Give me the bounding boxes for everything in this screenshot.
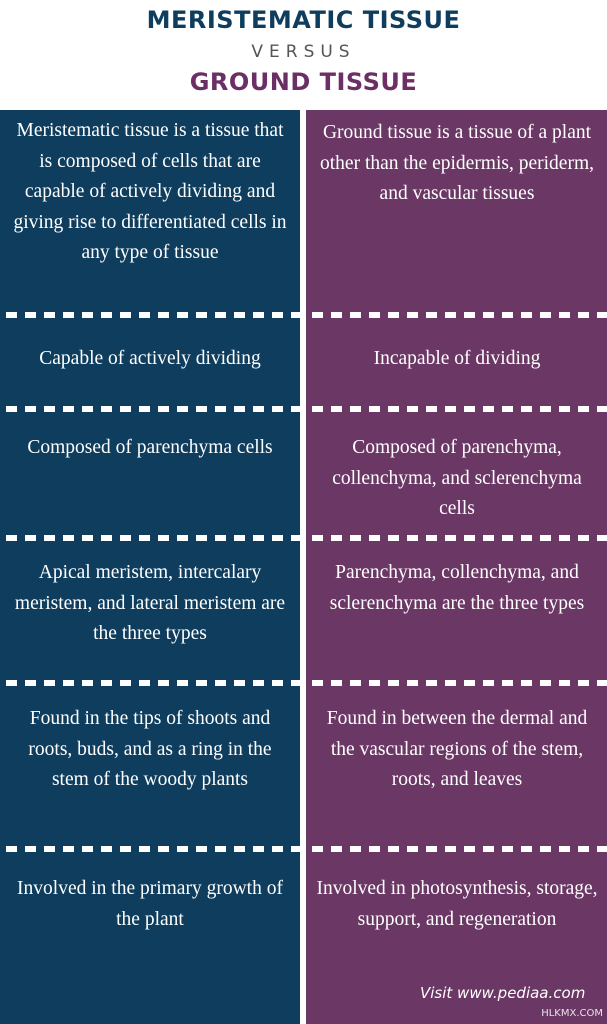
watermark: HLKMX.COM: [541, 1008, 603, 1019]
row-divider: [312, 680, 607, 686]
row-divider: [6, 312, 300, 318]
row-3-ground-cell: Composed of parenchyma, collenchyma, and sclerenchyma cells: [332, 437, 582, 519]
row-6-ground-cell: Involved in photosynthesis, storage, support, and regeneration: [316, 878, 598, 930]
header: [0, 0, 607, 110]
row-divider: [6, 535, 300, 541]
row-4-meristematic-cell: Apical meristem, intercalary meristem, and lateral meristem are the three types: [14, 562, 286, 644]
row-2-ground-cell: Incapable of dividing: [373, 348, 541, 369]
row-divider: [6, 406, 300, 412]
source-credit-link[interactable]: Visit www.pediaa.com: [420, 984, 586, 1002]
row-5-ground-cell: Found in between the dermal and the vascular regions of the stem, roots, and leaves: [326, 708, 588, 790]
row-divider: [312, 535, 607, 541]
row-divider: [312, 312, 607, 318]
row-divider: [312, 406, 607, 412]
row-3-meristematic-cell: Composed of parenchyma cells: [27, 437, 273, 458]
row-divider: [6, 846, 300, 852]
row-6-meristematic-cell: Involved in the primary growth of the plant: [17, 878, 283, 930]
title-versus: VERSUS: [251, 42, 356, 62]
row-divider: [6, 680, 300, 686]
row-1-meristematic-cell: Meristematic tissue is a tissue that is composed of cells that are capable of actively dividing and giving rise to differentiated cells in any type of tissue: [13, 120, 287, 263]
title-meristematic-tissue: MERISTEMATIC TISSUE: [146, 6, 461, 34]
row-5-meristematic-cell: Found in the tips of shoots and roots, buds, and as a ring in the stem of the woody plants: [28, 708, 272, 790]
row-2-meristematic-cell: Capable of actively dividing: [39, 348, 261, 369]
title-ground-tissue: GROUND TISSUE: [189, 68, 418, 96]
row-1-ground-cell: Ground tissue is a tissue of a plant other than the epidermis, periderm, and vascular tissues: [320, 122, 594, 204]
row-4-ground-cell: Parenchyma, collenchyma, and sclerenchyma are the three types: [329, 562, 585, 614]
row-divider: [312, 846, 607, 852]
